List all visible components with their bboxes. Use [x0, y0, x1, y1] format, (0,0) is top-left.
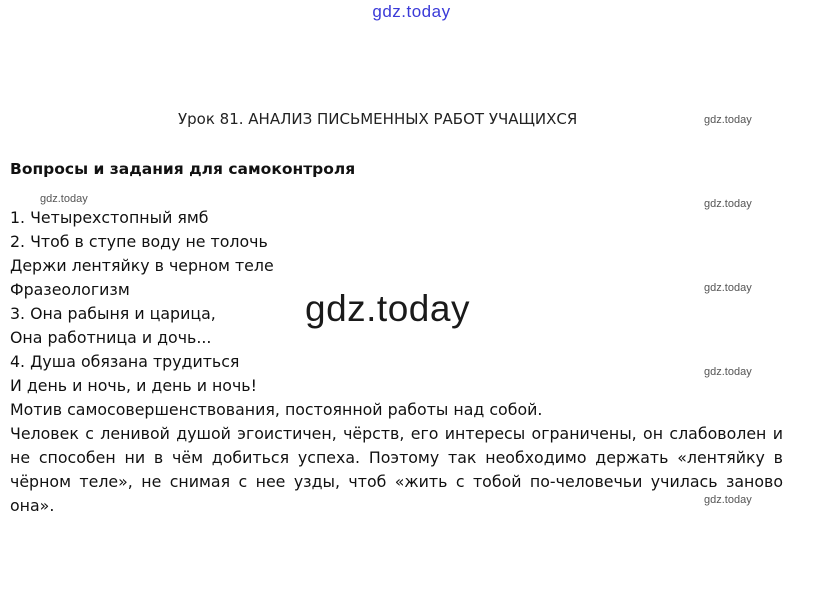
watermark-right-2: gdz.today	[704, 198, 752, 210]
answer-line: Держи лентяйку в черном теле	[10, 256, 274, 275]
lesson-title: Урок 81. АНАЛИЗ ПИСЬМЕННЫХ РАБОТ УЧАЩИХСЯ	[178, 110, 578, 128]
answer-line: 4. Душа обязана трудиться	[10, 352, 240, 371]
answer-line: 3. Она рабыня и царица,	[10, 304, 216, 323]
answer-line: 2. Чтоб в ступе воду не толочь	[10, 232, 268, 251]
answer-line: 1. Четырехстопный ямб	[10, 208, 209, 227]
answer-line: Мотив самосовершенствования, постоянной работы над собой.	[10, 400, 543, 419]
watermark-small: gdz.today	[40, 193, 88, 205]
watermark-top: gdz.today	[372, 2, 451, 21]
watermark-big: gdz.today	[305, 288, 470, 329]
answer-block	[10, 206, 783, 518]
answer-paragraph: Человек с ленивой душой эгоистичен, чёрств, его интересы ограничены, он слабоволен и не способен ни в чём добиться успеха. Поэтому так необходимо держать «лентяйку в чёрном теле», не снимая с нее узды, чтоб «жить с тобой по-человечьи училась заново она».	[10, 424, 783, 515]
watermark-right-1: gdz.today	[704, 114, 752, 126]
answer-line: Фразеологизм	[10, 280, 130, 299]
watermark-right-3: gdz.today	[704, 282, 752, 294]
answer-line: Она работница и дочь...	[10, 328, 212, 347]
watermark-right-4: gdz.today	[704, 366, 752, 378]
answer-line: И день и ночь, и день и ночь!	[10, 376, 257, 395]
watermark-right-5: gdz.today	[704, 494, 752, 506]
section-heading: Вопросы и задания для самоконтроля	[10, 160, 356, 178]
